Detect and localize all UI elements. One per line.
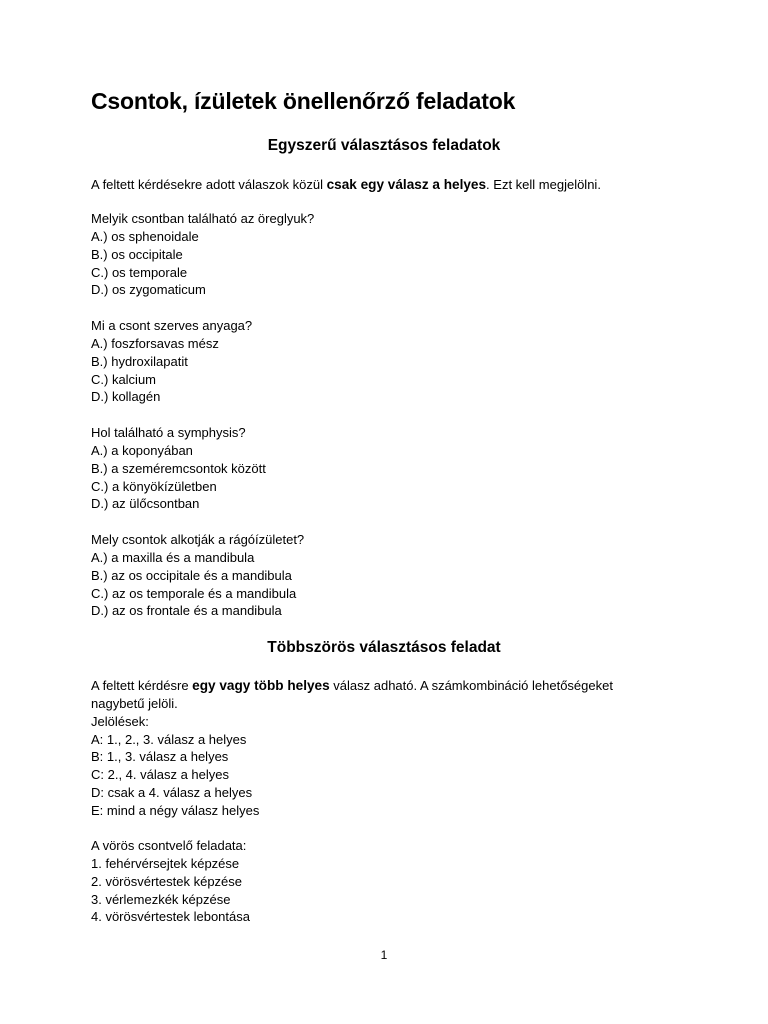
document-title: Csontok, ízületek önellenőrző feladatok bbox=[91, 88, 516, 114]
legend-title: Jelölések: bbox=[91, 713, 149, 729]
answer-option: C.) os temporale bbox=[91, 264, 188, 280]
instruction-line: nagybetű jelöli. bbox=[91, 695, 178, 711]
answer-option: A.) a koponyában bbox=[91, 442, 193, 458]
answer-option: D.) os zygomaticum bbox=[91, 282, 206, 298]
question-text: Mely csontok alkotják a rágóízületet? bbox=[91, 532, 305, 547]
instruction-emphasis: egy vagy több helyes bbox=[192, 678, 330, 693]
question-block bbox=[91, 424, 266, 513]
section-heading-multiple-choice: Többszörös választásos feladat bbox=[267, 639, 501, 656]
answer-option: D.) az os frontale és a mandibula bbox=[91, 603, 282, 619]
instruction-text: válasz adható. A számkombináció lehetőségeket bbox=[329, 678, 613, 693]
answer-option: C.) az os temporale és a mandibula bbox=[91, 585, 297, 601]
answer-option: B.) hydroxilapatit bbox=[91, 353, 188, 369]
instruction-emphasis: csak egy válasz a helyes bbox=[326, 177, 487, 192]
answer-option: D.) kollagén bbox=[91, 389, 161, 405]
question-text: A vörös csontvelő feladata: bbox=[91, 838, 247, 853]
instruction-text: . Ezt kell megjelölni. bbox=[486, 177, 601, 192]
answer-option: C.) kalcium bbox=[91, 371, 157, 387]
legend-item: A: 1., 2., 3. válasz a helyes bbox=[91, 731, 247, 747]
question-text: Mi a csont szerves anyaga? bbox=[91, 318, 253, 333]
page-number: 1 bbox=[380, 948, 388, 962]
legend-item: D: csak a 4. válasz a helyes bbox=[91, 785, 253, 801]
answer-option: C.) a könyökízületben bbox=[91, 478, 217, 494]
answer-option: 4. vörösvértestek lebontása bbox=[91, 909, 250, 925]
answer-option: 2. vörösvértestek képzése bbox=[91, 873, 243, 889]
instruction-single-choice bbox=[91, 176, 601, 194]
answer-option: D.) az ülőcsontban bbox=[91, 496, 200, 512]
question-text: Melyik csontban található az öreglyuk? bbox=[91, 211, 315, 226]
instruction-line bbox=[91, 677, 613, 695]
section-heading-single-choice: Egyszerű választásos feladatok bbox=[267, 137, 501, 154]
question-block bbox=[91, 837, 250, 926]
legend-item: E: mind a négy válasz helyes bbox=[91, 802, 260, 818]
instruction-multiple-choice bbox=[91, 677, 613, 820]
legend-item: B: 1., 3. válasz a helyes bbox=[91, 749, 229, 765]
legend-item: C: 2., 4. válasz a helyes bbox=[91, 767, 230, 783]
answer-option: A.) a maxilla és a mandibula bbox=[91, 549, 255, 565]
answer-option: B.) os occipitale bbox=[91, 246, 183, 262]
answer-option: 1. fehérvérsejtek képzése bbox=[91, 855, 240, 871]
instruction-text: A feltett kérdésekre adott válaszok közül bbox=[91, 177, 327, 192]
answer-option: 3. vérlemezkék képzése bbox=[91, 891, 231, 907]
answer-option: A.) foszforsavas mész bbox=[91, 335, 219, 351]
answer-option: B.) az os occipitale és a mandibula bbox=[91, 567, 292, 583]
question-block bbox=[91, 531, 304, 620]
instruction-text: A feltett kérdésre bbox=[91, 678, 193, 693]
answer-option: B.) a szeméremcsontok között bbox=[91, 460, 266, 476]
question-block bbox=[91, 317, 252, 406]
answer-option: A.) os sphenoidale bbox=[91, 228, 199, 244]
question-text: Hol található a symphysis? bbox=[91, 425, 246, 440]
question-block bbox=[91, 210, 314, 299]
